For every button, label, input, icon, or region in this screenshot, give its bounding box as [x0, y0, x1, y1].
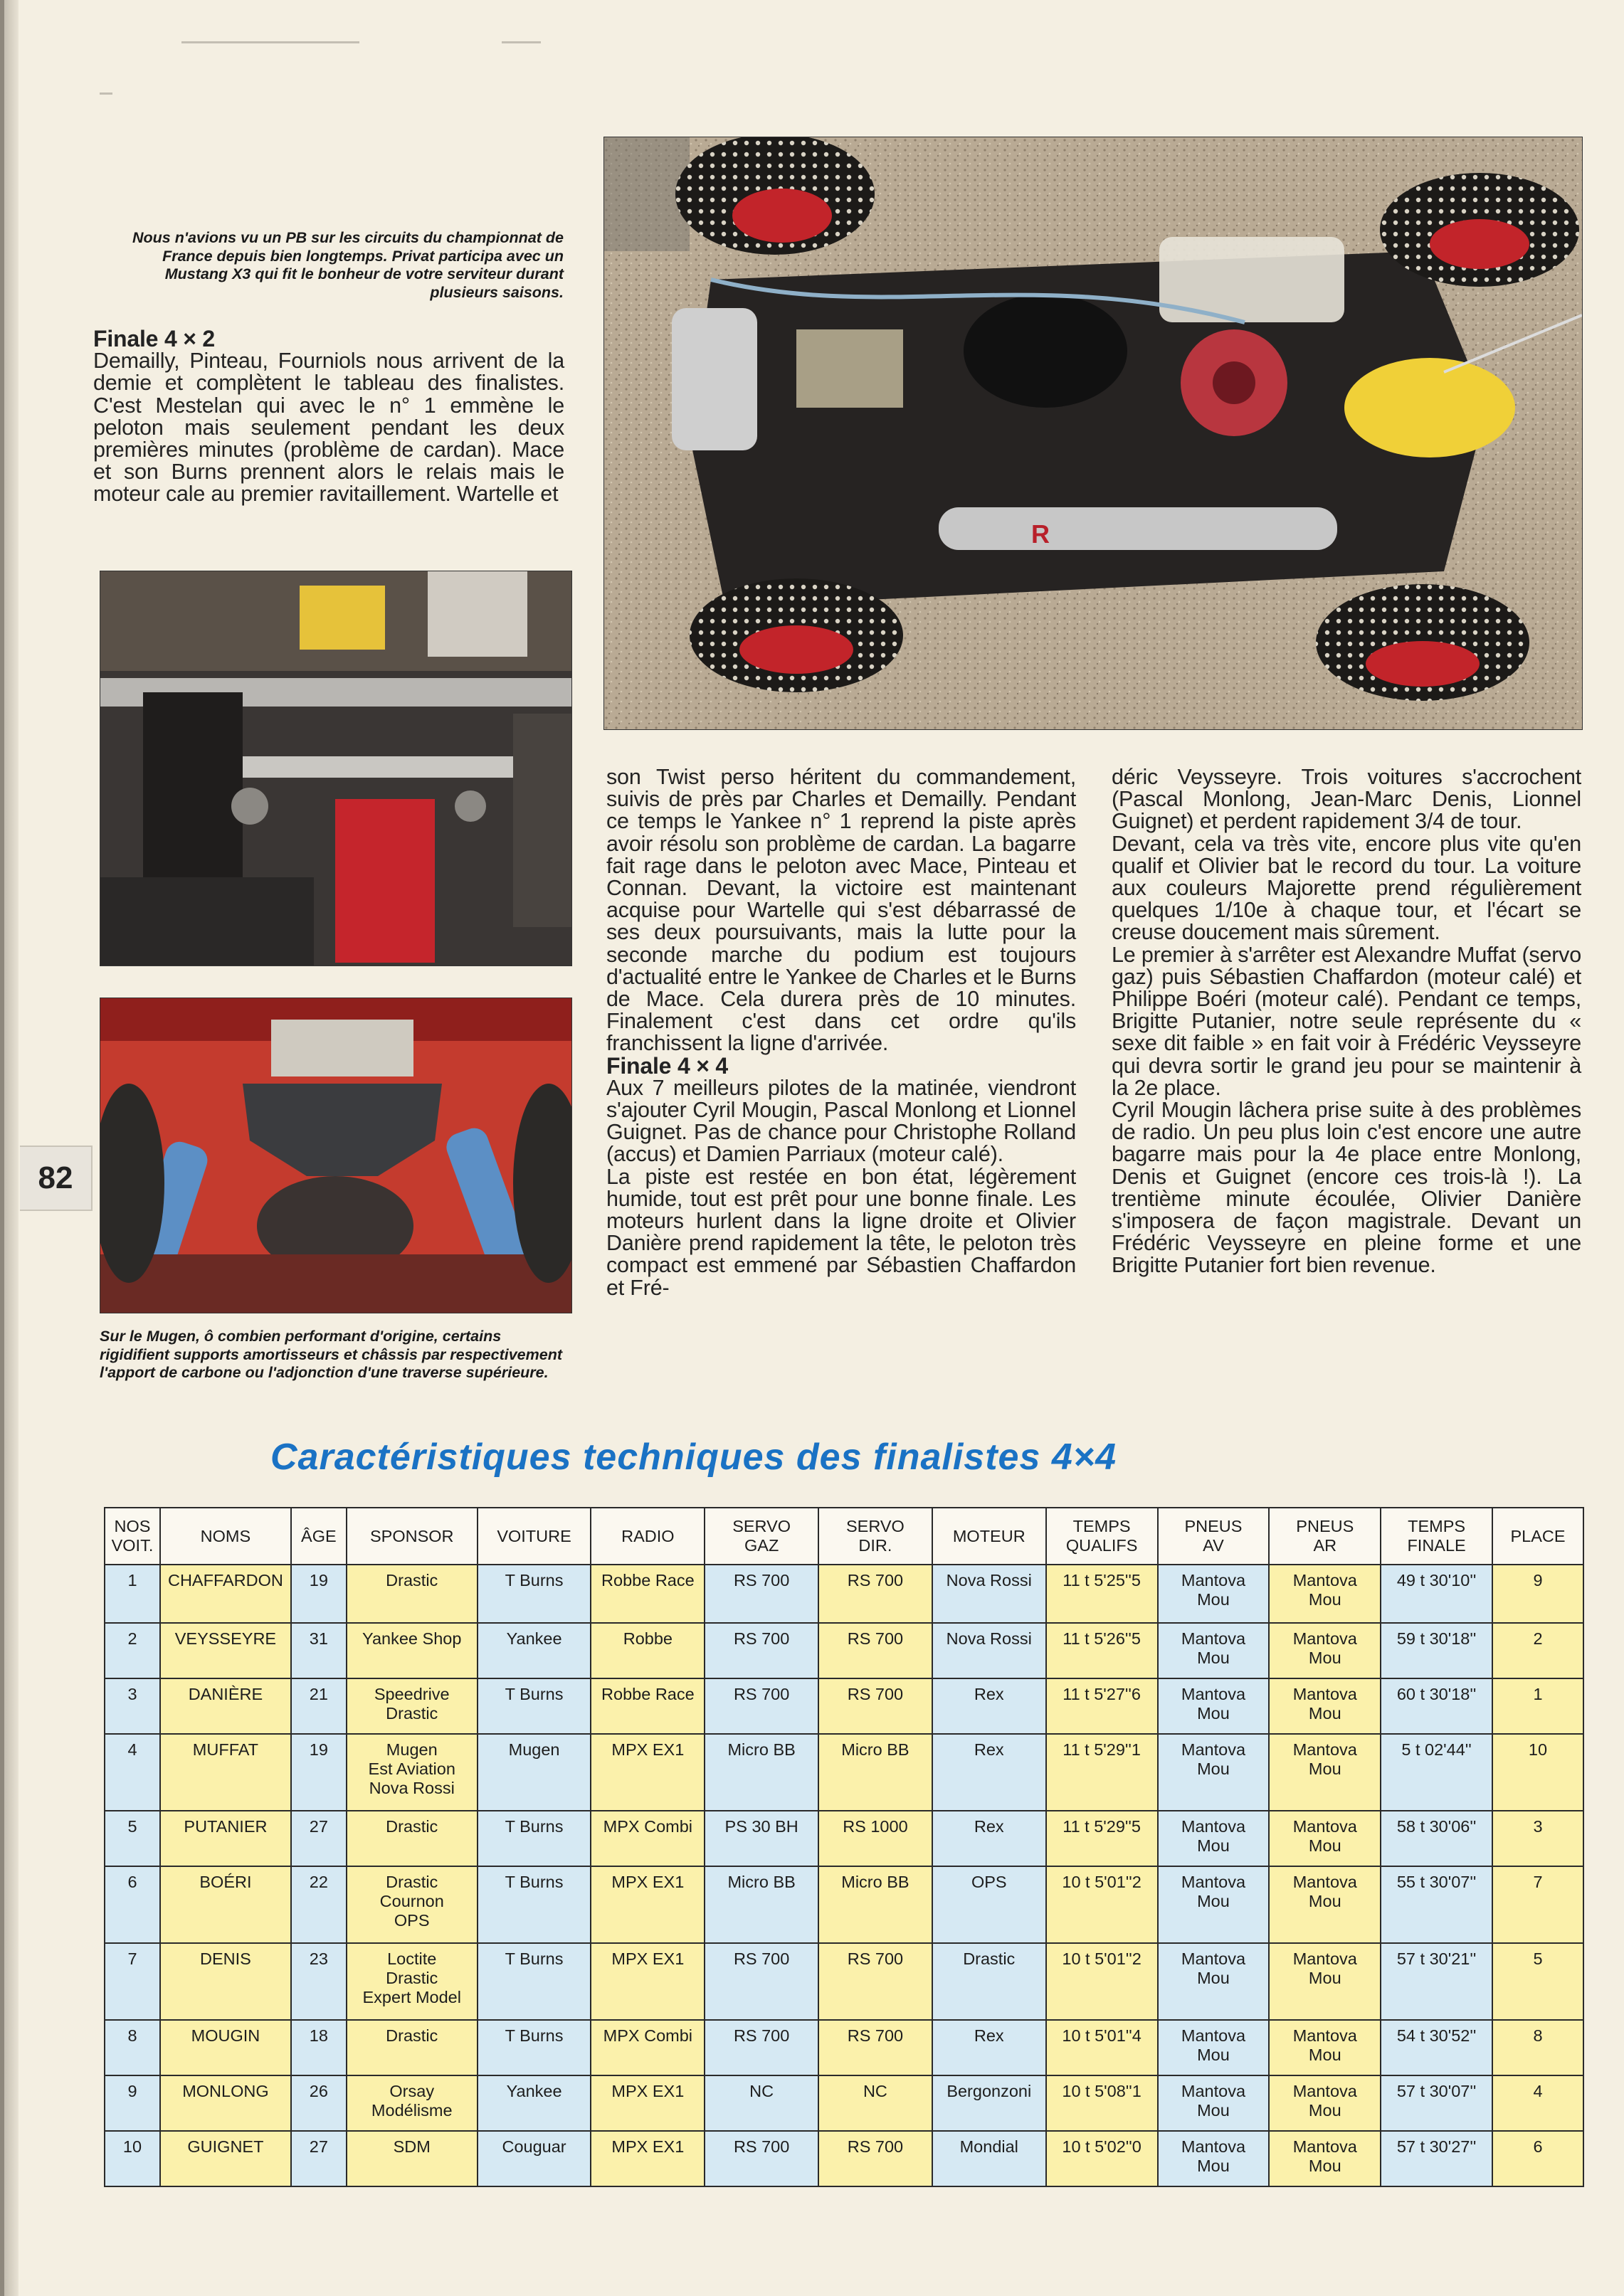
cell-pneu-av: Mantova Mou [1158, 1811, 1270, 1866]
cell-qualif: 11 t 5'29''5 [1046, 1811, 1158, 1866]
cell-nom: VEYSSEYRE [160, 1623, 291, 1678]
cell-age: 23 [291, 1943, 347, 2020]
cell-sponsor: Mugen Est Aviation Nova Rossi [347, 1734, 478, 1811]
cell-nom: DANIÈRE [160, 1678, 291, 1734]
paragraph: déric Veysseyre. Trois voitures s'accrochent (Pascal Monlong, Jean-Marc Denis, Lionnel Guignet) et perdent rapidement 3/4 de tour. [1112, 765, 1581, 834]
cell-place: 5 [1492, 1943, 1583, 2020]
cell-age: 27 [291, 1811, 347, 1866]
header-noms: NOMS [160, 1508, 291, 1565]
cell-nom: BOÉRI [160, 1866, 291, 1943]
cell-sponsor: Loctite Drastic Expert Model [347, 1943, 478, 2020]
cell-qualif: 10 t 5'01''2 [1046, 1943, 1158, 2020]
cell-voiture: Yankee [478, 1623, 591, 1678]
pencil-mark [502, 41, 541, 48]
cell-finale: 57 t 30'21'' [1381, 1943, 1492, 2020]
cell-pneu-ar: Mantova Mou [1269, 2020, 1381, 2075]
chassis-illustration [100, 571, 571, 966]
page-number: 82 [20, 1146, 93, 1211]
cell-finale: 57 t 30'07'' [1381, 2075, 1492, 2131]
cell-radio: MPX EX1 [591, 2075, 705, 2131]
cell-servo-dir: Micro BB [818, 1734, 932, 1811]
paragraph: Le premier à s'arrêter est Alexandre Muffat (servo gaz) puis Sébastien Chaffardon (moteur calé) et Philippe Boéri (moteur calé). Pendant ce temps, Brigitte Putanier, notre seule représente du « sexe dit faible » en fait voir à Frédéric Veysseyre qui devra sortir le grand jeu pour se maintenir à la 2e place. [1112, 942, 1581, 1100]
cell-pneu-ar: Mantova Mou [1269, 2075, 1381, 2131]
cell-moteur: Bergonzoni [932, 2075, 1046, 2131]
cell-num: 3 [105, 1678, 160, 1734]
cell-radio: MPX Combi [591, 1811, 705, 1866]
cell-servo-gaz: NC [705, 2075, 818, 2131]
header-moteur: MOTEUR [932, 1508, 1046, 1565]
table-row [105, 1623, 1583, 1678]
cell-nom: GUIGNET [160, 2131, 291, 2186]
caption-top: Nous n'avions vu un PB sur les circuits du championnat de France depuis bien longtemps. Privat participa avec un Mustang X3 qui fit le bonheur de votre serviteur durant plusieurs saisons. [132, 229, 564, 301]
cell-moteur: Rex [932, 1811, 1046, 1866]
cell-finale: 54 t 30'52'' [1381, 2020, 1492, 2075]
header-servo-dir: SERVO DIR. [818, 1508, 932, 1565]
cell-servo-dir: RS 700 [818, 2131, 932, 2186]
wheel [675, 137, 875, 255]
header-radio: RADIO [591, 1508, 705, 1565]
caption-bottom: Sur le Mugen, ô combien performant d'origine, certains rigidifient supports amortisseurs et châssis par respectivement l'apport de carbone ou l'adjonction d'une traverse supérieure. [100, 1328, 562, 1381]
table-row [105, 1734, 1583, 1811]
cell-finale: 59 t 30'18'' [1381, 1623, 1492, 1678]
cell-nom: MONLONG [160, 2075, 291, 2131]
cell-place: 6 [1492, 2131, 1583, 2186]
cell-servo-dir: NC [818, 2075, 932, 2131]
cell-finale: 60 t 30'18'' [1381, 1678, 1492, 1734]
cell-voiture: Couguar [478, 2131, 591, 2186]
cell-servo-gaz: RS 700 [705, 1623, 818, 1678]
cell-finale: 5 t 02'44'' [1381, 1734, 1492, 1811]
cell-servo-dir: RS 700 [818, 1565, 932, 1623]
cell-place: 4 [1492, 2075, 1583, 2131]
paragraph: Aux 7 meilleurs pilotes de la matinée, viendront s'ajouter Cyril Mougin, Pascal Monlong et Lionnel Guignet. Pas de chance pour Christophe Rolland (accus) et Damien Parriaux (moteur calé). [606, 1075, 1076, 1167]
wheel [690, 578, 903, 692]
cell-qualif: 11 t 5'26''5 [1046, 1623, 1158, 1678]
header-servo-gaz: SERVO GAZ [705, 1508, 818, 1565]
cell-place: 8 [1492, 2020, 1583, 2075]
cell-num: 2 [105, 1623, 160, 1678]
cell-sponsor: Drastic [347, 1565, 478, 1623]
finalists-table [104, 1507, 1584, 2187]
cell-qualif: 10 t 5'01''4 [1046, 2020, 1158, 2075]
cell-servo-dir: RS 1000 [818, 1811, 932, 1866]
cell-servo-gaz: Micro BB [705, 1866, 818, 1943]
cell-radio: MPX EX1 [591, 1943, 705, 2020]
cell-pneu-av: Mantova Mou [1158, 1866, 1270, 1943]
cell-moteur: OPS [932, 1866, 1046, 1943]
cell-servo-dir: RS 700 [818, 1678, 932, 1734]
cell-sponsor: Drastic [347, 2020, 478, 2075]
cell-moteur: Rex [932, 1678, 1046, 1734]
cell-qualif: 10 t 5'08''1 [1046, 2075, 1158, 2131]
cell-voiture: T Burns [478, 1565, 591, 1623]
header-pneus-av: PNEUS AV [1158, 1508, 1270, 1565]
table-row [105, 1866, 1583, 1943]
cell-age: 22 [291, 1866, 347, 1943]
cell-qualif: 10 t 5'01''2 [1046, 1866, 1158, 1943]
header-num: NOS VOIT. [105, 1508, 160, 1565]
cell-pneu-av: Mantova Mou [1158, 2020, 1270, 2075]
cell-place: 7 [1492, 1866, 1583, 1943]
cell-pneu-ar: Mantova Mou [1269, 1734, 1381, 1811]
cell-servo-gaz: Micro BB [705, 1734, 818, 1811]
table-row [105, 2075, 1583, 2131]
paragraph: La piste est restée en bon état, légèrement humide, tout est prêt pour une bonne finale. Les moteurs hurlent dans la ligne droite et Olivier Danière prend rapidement la tête, le peloton très compact est emmené par Sébastien Chaffardon et Fré- [606, 1164, 1076, 1300]
cell-moteur: Nova Rossi [932, 1623, 1046, 1678]
cell-radio: MPX EX1 [591, 2131, 705, 2186]
heading-finale-4x2: Finale 4 × 2 [93, 326, 216, 351]
cell-pneu-ar: Mantova Mou [1269, 1678, 1381, 1734]
cell-place: 3 [1492, 1811, 1583, 1866]
table-row [105, 2020, 1583, 2075]
buggy-illustration [604, 137, 1582, 729]
cell-moteur: Nova Rossi [932, 1565, 1046, 1623]
heading-finale-4x4: Finale 4 × 4 [606, 1052, 729, 1079]
cell-radio: Robbe [591, 1623, 705, 1678]
cell-voiture: T Burns [478, 1811, 591, 1866]
table-row [105, 1678, 1583, 1734]
cell-age: 31 [291, 1623, 347, 1678]
cell-servo-dir: Micro BB [818, 1866, 932, 1943]
table-row [105, 2131, 1583, 2186]
article-column-1 [93, 328, 564, 506]
cell-place: 2 [1492, 1623, 1583, 1678]
buggy-logo: R [1031, 519, 1050, 549]
table-row [105, 1943, 1583, 2020]
cell-finale: 58 t 30'06'' [1381, 1811, 1492, 1866]
wheel [1380, 173, 1579, 287]
cell-servo-dir: RS 700 [818, 2020, 932, 2075]
cell-pneu-av: Mantova Mou [1158, 1734, 1270, 1811]
cell-pneu-ar: Mantova Mou [1269, 2131, 1381, 2186]
cell-voiture: Mugen [478, 1734, 591, 1811]
cell-pneu-av: Mantova Mou [1158, 1678, 1270, 1734]
header-temps-finale: TEMPS FINALE [1381, 1508, 1492, 1565]
cell-place: 1 [1492, 1678, 1583, 1734]
cell-sponsor: Yankee Shop [347, 1623, 478, 1678]
cell-sponsor: SDM [347, 2131, 478, 2186]
cell-pneu-ar: Mantova Mou [1269, 1943, 1381, 2020]
cell-pneu-av: Mantova Mou [1158, 1943, 1270, 2020]
cell-nom: PUTANIER [160, 1811, 291, 1866]
cell-age: 19 [291, 1734, 347, 1811]
cell-moteur: Mondial [932, 2131, 1046, 2186]
cell-sponsor: Speedrive Drastic [347, 1678, 478, 1734]
binding-edge [0, 0, 4, 2296]
cell-radio: MPX EX1 [591, 1734, 705, 1811]
cell-age: 21 [291, 1678, 347, 1734]
header-place: PLACE [1492, 1508, 1583, 1565]
cell-qualif: 10 t 5'02''0 [1046, 2131, 1158, 2186]
cell-finale: 49 t 30'10'' [1381, 1565, 1492, 1623]
cell-nom: MOUGIN [160, 2020, 291, 2075]
cell-servo-gaz: PS 30 BH [705, 1811, 818, 1866]
header-pneus-ar: PNEUS AR [1269, 1508, 1381, 1565]
wheel [1316, 584, 1529, 701]
table-row [105, 1565, 1583, 1623]
cell-radio: Robbe Race [591, 1678, 705, 1734]
mugen-photo [100, 998, 572, 1313]
table-header-row [105, 1508, 1583, 1565]
paragraph: Demailly, Pinteau, Fourniols nous arrivent de la demie et complètent le tableau des finalistes. C'est Mestelan qui avec le n° 1 emmène le peloton mais seulement pendant les deux premières minutes (problème de cardan). Mace et son Burns prennent alors le relais mais le moteur cale au premier ravitaillement. Wartelle et [93, 349, 564, 507]
cell-servo-dir: RS 700 [818, 1623, 932, 1678]
cell-pneu-ar: Mantova Mou [1269, 1866, 1381, 1943]
header-age: ÂGE [291, 1508, 347, 1565]
cell-pneu-av: Mantova Mou [1158, 2075, 1270, 2131]
article-column-3 [1112, 766, 1581, 1277]
cell-voiture: T Burns [478, 1943, 591, 2020]
cell-qualif: 11 t 5'27''6 [1046, 1678, 1158, 1734]
header-sponsor: SPONSOR [347, 1508, 478, 1565]
cell-age: 19 [291, 1565, 347, 1623]
cell-num: 1 [105, 1565, 160, 1623]
cell-place: 10 [1492, 1734, 1583, 1811]
cell-moteur: Drastic [932, 1943, 1046, 2020]
pencil-mark [181, 41, 359, 48]
cell-pneu-ar: Mantova Mou [1269, 1565, 1381, 1623]
cell-voiture: T Burns [478, 2020, 591, 2075]
cell-servo-gaz: RS 700 [705, 1565, 818, 1623]
cell-servo-gaz: RS 700 [705, 2131, 818, 2186]
cell-voiture: T Burns [478, 1866, 591, 1943]
cell-radio: Robbe Race [591, 1565, 705, 1623]
header-voiture: VOITURE [478, 1508, 591, 1565]
cell-pneu-av: Mantova Mou [1158, 2131, 1270, 2186]
cell-radio: MPX Combi [591, 2020, 705, 2075]
cell-voiture: T Burns [478, 1678, 591, 1734]
article-column-2 [606, 766, 1076, 1299]
cell-nom: MUFFAT [160, 1734, 291, 1811]
cell-num: 8 [105, 2020, 160, 2075]
buggy-photo [603, 137, 1583, 730]
cell-qualif: 11 t 5'29''1 [1046, 1734, 1158, 1811]
cell-pneu-av: Mantova Mou [1158, 1623, 1270, 1678]
cell-servo-gaz: RS 700 [705, 2020, 818, 2075]
cell-age: 18 [291, 2020, 347, 2075]
cell-sponsor: Orsay Modélisme [347, 2075, 478, 2131]
paragraph: Cyril Mougin lâchera prise suite à des problèmes de radio. Un peu plus loin c'est encore une autre bagarre mais pour la 4e place entre Monlong, Denis et Guignet (encore ces trois-là !). La trentième minute écoulée, Olivier Danière s'imposera de façon magistrale. Devant un Frédéric Veysseyre en pleine forme et une Brigitte Putanier fort bien revenue. [1112, 1098, 1581, 1278]
paragraph: Devant, cela va très vite, encore plus vite qu'en qualif et Olivier bat le record du tour. La voiture aux couleurs Majorette prend régulièrement quelques 1/10e à chaque tour, et l'écart se creuse doucement mais sûrement. [1112, 831, 1581, 945]
cell-voiture: Yankee [478, 2075, 591, 2131]
mugen-illustration [100, 998, 571, 1313]
cell-moteur: Rex [932, 1734, 1046, 1811]
cell-pneu-av: Mantova Mou [1158, 1565, 1270, 1623]
cell-nom: DENIS [160, 1943, 291, 2020]
cell-servo-gaz: RS 700 [705, 1943, 818, 2020]
cell-num: 5 [105, 1811, 160, 1866]
cell-age: 26 [291, 2075, 347, 2131]
cell-servo-gaz: RS 700 [705, 1678, 818, 1734]
cell-finale: 55 t 30'07'' [1381, 1866, 1492, 1943]
cell-pneu-ar: Mantova Mou [1269, 1623, 1381, 1678]
table-title: Caractéristiques techniques des finalistes 4×4 [270, 1437, 1117, 1478]
cell-num: 4 [105, 1734, 160, 1811]
cell-num: 7 [105, 1943, 160, 2020]
cell-sponsor: Drastic Cournon OPS [347, 1866, 478, 1943]
cell-finale: 57 t 30'27'' [1381, 2131, 1492, 2186]
pencil-mark [100, 92, 112, 99]
cell-radio: MPX EX1 [591, 1866, 705, 1943]
cell-nom: CHAFFARDON [160, 1565, 291, 1623]
cell-sponsor: Drastic [347, 1811, 478, 1866]
header-temps-qualifs: TEMPS QUALIFS [1046, 1508, 1158, 1565]
chassis-photo [100, 571, 572, 966]
cell-qualif: 11 t 5'25''5 [1046, 1565, 1158, 1623]
cell-moteur: Rex [932, 2020, 1046, 2075]
cell-num: 10 [105, 2131, 160, 2186]
paragraph: son Twist perso héritent du commandement, suivis de près par Charles et Demailly. Pendant ce temps le Yankee n° 1 reprend la piste après avoir résolu son problème de cardan. La bagarre fait rage dans le peloton avec Mace, Pinteau et Connan. Devant, la victoire est maintenant acquise pour Wartelle qui s'est débarrassé de ses deux poursuivants, mais la lutte pour la seconde marche du podium est toujours d'actualité entre le Yankee de Charles et le Burns de Mace. Cela durera près de 10 minutes. Finalement c'est dans cet ordre qu'ils franchissent la ligne d'arrivée. [606, 765, 1076, 1056]
cell-num: 9 [105, 2075, 160, 2131]
cell-pneu-ar: Mantova Mou [1269, 1811, 1381, 1866]
cell-age: 27 [291, 2131, 347, 2186]
cell-num: 6 [105, 1866, 160, 1943]
cell-place: 9 [1492, 1565, 1583, 1623]
cell-servo-dir: RS 700 [818, 1943, 932, 2020]
table-row [105, 1811, 1583, 1866]
